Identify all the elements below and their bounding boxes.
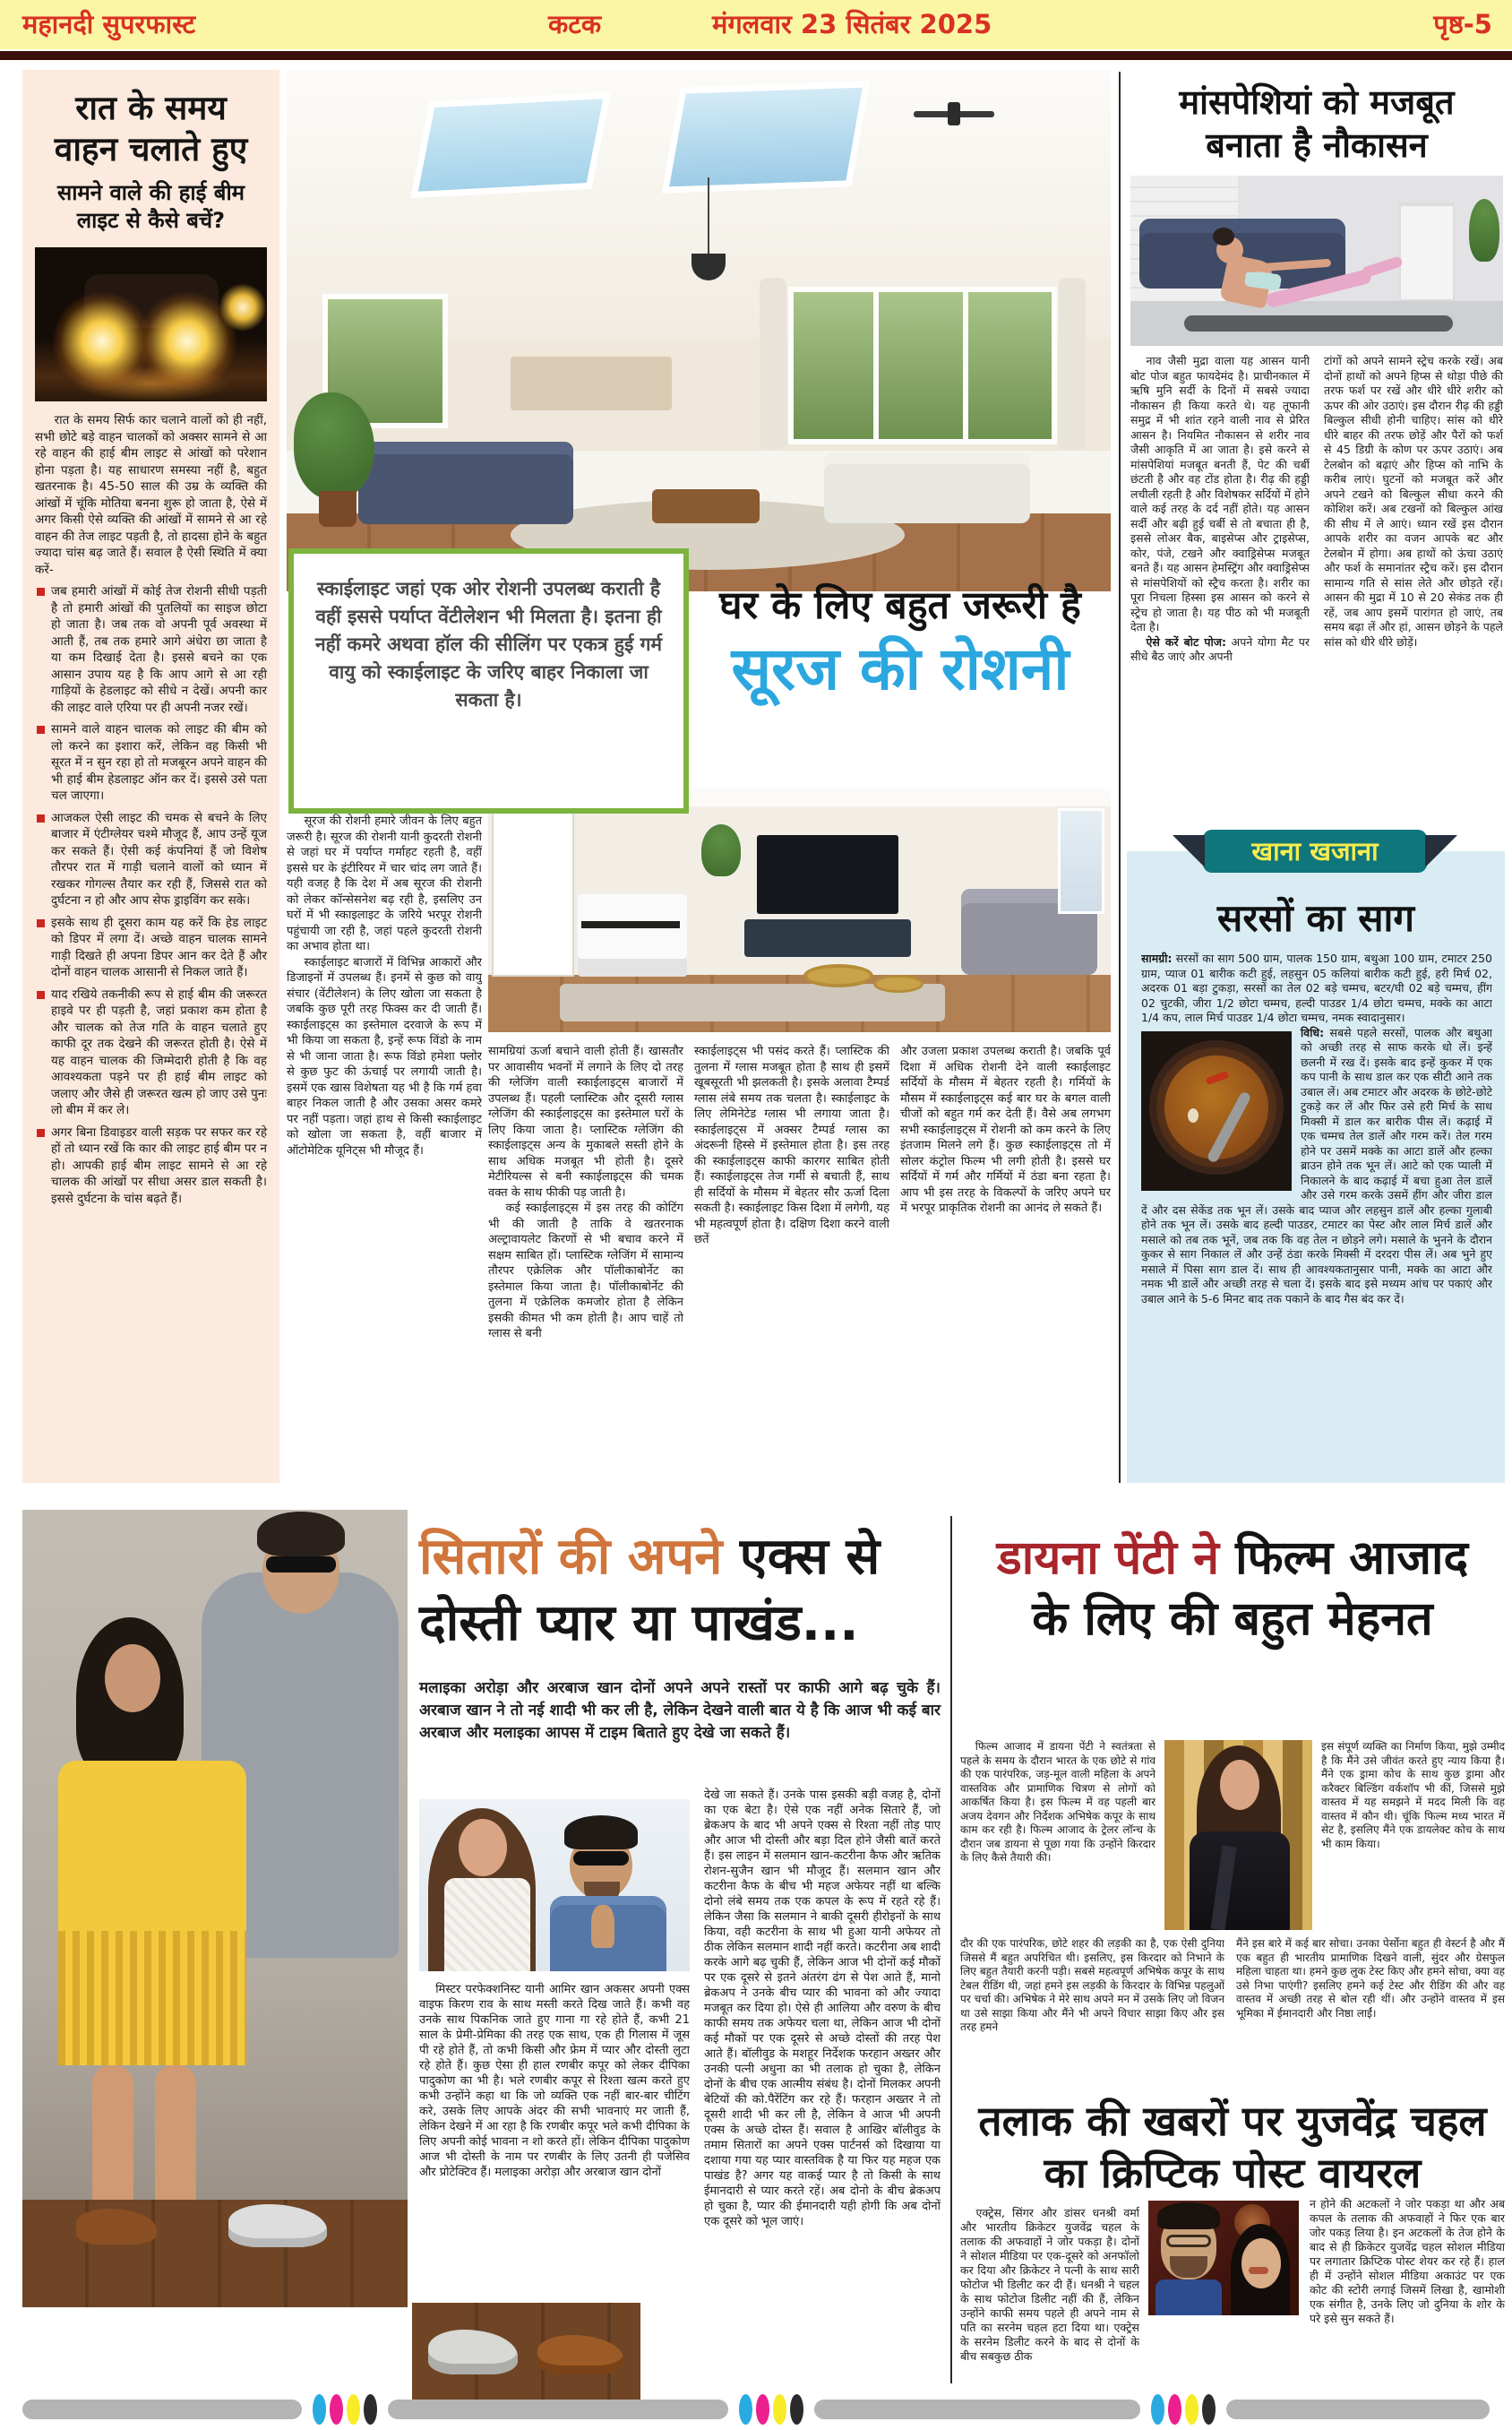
black-dot: [364, 2394, 377, 2425]
sunglasses-shape: [266, 1556, 336, 1573]
high-beam-bullet: [35, 583, 267, 716]
yoga-column-2: [1324, 354, 1503, 824]
feature-column-4: [900, 1044, 1111, 1487]
stars-headline-line1: [419, 1525, 943, 1590]
magenta-dot: [756, 2394, 769, 2425]
blue-shirt-shape: [1155, 2279, 1222, 2315]
high-beam-intro: रात के समय सिर्फ कार चलाने वालों को ही नहीं, सभी छोटे बड़े वाहन चालकों को अक्सर सामने से आ रहे वाहन की हाई बीम लाइट से आंखों को परेशान होना पड़ता है। यह साधारण समस्या नहीं है, बहुत खतरनाक है। 45-50 साल की उम्र के व्यक्ति की आंखों में चूंकि मोतिया बनना शुरू हो जाता है, ऐसे में अगर किसी ऐसे व्यक्ति की आंखों में सामने से आ रहे वाहन की तेज लाइट पड़ती है, तो हादसा होने के बहुत ज्यादा चांस बढ़ जाते हैं। सवाल है ऐसी स्थिति में क्या करें-: [35, 413, 267, 577]
piano-shape: [578, 894, 687, 977]
high-beam-subhead: सामने वाले की हाई बीम लाइट से कैसे बचें?: [56, 180, 245, 233]
living-room-tv-photo: [488, 788, 1111, 1032]
car-headlights-photo: [35, 247, 267, 401]
living-room-skylight-photo: [287, 70, 1111, 591]
ingredients-label: सामग्री:: [1141, 952, 1173, 965]
leg-shape: [155, 2065, 196, 2218]
chahal-right-area: [1148, 2197, 1505, 2385]
man-hair-shape: [257, 1512, 345, 1556]
feature-col2-p1: सामग्रियां ऊर्जा बचाने वाली होती हैं। खासतौर पर आवासीय भवनों में लगाने के लिए दो तरह की ग्लेजिंग वाली स्काईलाइट्स बाजारों में उपलब्ध हैं। पहली प्लास्टिक और दूसरी ग्लास ग्लेजिंग की स्काईलाइट्स का इस्तेमाल घरों के लिए किया जाता है। प्लास्टिक ग्लेजिंग की स्काईलाइट्स अन्य के मुकाबले सस्ती होने के साथ अधिक मजबूत भी होती है। दूसरे मेटीरियल्स से बनी स्काईलाइट्स की चमक वक्त के साथ फीकी पड़ जाती है।: [488, 1045, 683, 1200]
glasses-shape: [1166, 2235, 1211, 2247]
diana-headline-red: डायना पेंटी ने: [996, 1531, 1219, 1585]
pendant-cord: [708, 177, 709, 258]
stars-headline-black-inline: एक्स से: [722, 1528, 881, 1586]
chahal-col1-text: एक्ट्रेस, सिंगर और डांसर धनश्री वर्मा और भारतीय क्रिकेटर युजवेंद्र चहल के तलाक की अफवाहों ने जोर पकड़ा है। दोनों ने सोशल मीडिया पर एक-दूसरे को अनफॉलो कर दिया और क्रिकेटर ने पत्नी के साथ सारी फोटोज भी डिलीट कर दी हैं। धनश्री ने चहल के साथ फोटोज डिलीट नहीं की हैं, लेकिन उन्होंने काफी समय पहले ही अपने नाम से पति का सरनेम चहल हटा दिया था। एक्ट्रेस के सरनेम डिलीट करने के बाद से दोनों के बीच सबकुछ ठीक: [960, 2206, 1139, 2363]
high-beam-bullet: [35, 721, 267, 805]
chahal-col2-text: न होने की अटकलों ने जोर पकड़ा था और अब कपल के तलाक की अफवाहों ने फिर एक बार जोर पकड़ लिया है। इन अटकलों के तेज होने के बाद से ही क्रिकेटर युजवेंद्र चहल सोशल मीडिया पर लगातार क्रिप्टिक पोस्ट शेयर कर रहे हैं। हाल ही में उन्होंने सोशल मीडिया अकाउंट पर एक कोट की स्टोरी लगाई जिसमें लिखा है, खामोशी एक संगीत है, उनके लिए जो दुनिया के शोर के परे इसे सुन सकते हैं।: [1310, 2197, 1505, 2325]
masthead: [0, 0, 1512, 49]
namaste-hands-shape: [591, 1905, 614, 1948]
chahal-headline: [960, 2095, 1505, 2199]
diana-below-right: [1236, 1937, 1505, 2088]
feature-column-3: [694, 1044, 889, 1487]
cyan-dot: [1151, 2394, 1164, 2425]
recipe-title: सरसों का साग: [1216, 896, 1415, 940]
beard-shape: [1170, 2256, 1207, 2278]
door-mullion: [873, 287, 879, 444]
boat-pose-start: अपने योगा मैट पर सीधे बैठ जाएं और अपनी: [1130, 634, 1310, 663]
yellow-dot: [347, 2394, 360, 2425]
bullet-text: आजकल ऐसी लाइट की चमक से बचने के लिए बाजार में एंटीग्लेयर चश्मे मौजूद हैं, आप उन्हें यूज कर सकते हैं। ऐसी कई कंपनियां हैं जो विशेष तौरपर रात में गाड़ी चलाने वालों को ध्यान में रखकर गोगल्स तैयार कर रही हैं, जिससे रात को दुर्घटना न हो और आप सेफ ड्राइविंग कर सके।: [51, 810, 267, 908]
skylight-callout-box: [288, 548, 689, 814]
print-registration-row: [0, 2394, 1512, 2426]
diana-below-left: [960, 1937, 1224, 2088]
curtain-right-shape: [1059, 278, 1086, 450]
yoga-column-1: [1130, 354, 1310, 824]
coffee-table-shape: [652, 489, 760, 523]
dress-fringe-shape: [58, 1931, 246, 2065]
chahal-headline-line1: तलाक की खबरों पर युजवेंद्र चहल: [978, 2097, 1487, 2145]
bullet-text: याद रखिये तकनीकी रूप से हाई बीम की जरूरत हाइवे पर ही पड़ती है, जहां प्रकाश कम होता है और चालक को तेज गति के वाहन चलाते हुए काफी दूर तक देखने की जरूरत होती है। ऐसे में यह वाहन चालक की जिम्मेदारी होती है कि वह आवश्यकता पड़ने पर ही हाई बीम लाइट को जलाए और जैसे ही जरूरत खत्म हो जाए उसे पुनः लो बीम में कर ले।: [51, 987, 267, 1117]
door-mullion: [963, 287, 968, 444]
black-dot: [790, 2394, 803, 2425]
ceiling-fan-hub: [948, 102, 960, 125]
diana-below-left-text: दौर की एक पारंपरिक, छोटे शहर की लड़की का है, एक ऐसी दुनिया जिससे मैं बहुत अपरिचित थी। इसलिए, इस किरदार को निभाने के लिए बहुत तैयारी करनी पड़ी। सबसे महत्वपूर्ण अभिषेक कपूर के साथ टेबल रीडिंग थी, जहां हमने इस लड़की के किरदार के विभिन्न पहलुओं पर चर्चा की। अभिषेक ने मेरे साथ अपने मन में उसके लिए जो विजन था उसे साझा किया और मैंने भी अपने विचार साझा किए और इस तरह हमने: [960, 1937, 1224, 2033]
feature-col3-text: स्काईलाइट्स भी पसंद करते हैं। प्लास्टिक की तुलना में ग्लास मजबूत होता है साथ ही इसमें खूबसूरती भी झलकती है। इसके अलावा टैम्पर्ड ग्लास लंबे समय तक चलता है। स्काईलाइट के लिए लेमिनेटेड ग्लास भी लगाया जाता है। स्काईलाइट्स में अक्सर टैम्पर्ड ग्लास का अंदरूनी हिस्से में इस्तेमाल होता है। इस तरह की स्काईलाइट्स काफी कारगर साबित होती हैं। स्काईलाइट्स तेज गर्मी से बचाती हैं, साथ ही सर्दियों के मौसम में बेहतर सौर ऊर्जा दिला सकती है। स्काईलाइट किस दिशा में लगेगी, यह भी महत्वपूर्ण होता है। दक्षिण दिशा करने वाली छतें: [694, 1045, 889, 1246]
window-shape: [1058, 808, 1104, 914]
diana-column-1: [960, 1740, 1155, 1930]
registration-bar: [388, 2400, 728, 2419]
high-beam-headline-line2: वाहन चलाते हुए: [54, 130, 248, 168]
yoga-boat-pose-para: [1130, 635, 1310, 665]
salman-hair-shape: [564, 1815, 638, 1849]
vertical-divider-right-rail: [1119, 72, 1121, 1483]
garlic-shape: [1188, 1108, 1198, 1123]
katrina-face-shape: [459, 1819, 507, 1876]
registration-bar: [22, 2400, 302, 2419]
bullet-text: जब हमारी आंखों में कोई तेज रोशनी सीधी पड़ती है तो हमारी आंखों की पुतलियों का साइज छोटा हो जाता है। जब तक वो अपनी पूर्व अवस्था में आती हैं, तब तक हमारे आगे अंधेरा छा जाता है या कम दिखाई देता है। इससे बचने का एक आसान उपाय यह है कि आप आगे से आ रही गाड़ियों के हेडलाइट को सीधे न देखें। अपनी कार की लाइट वाले एरिया पर ही अपनी नजर रखें।: [51, 584, 267, 715]
stars-left-column: [419, 1982, 690, 2296]
feature-headline: [690, 581, 1111, 708]
navy-sofa-shape: [358, 442, 573, 524]
masthead-rule: [0, 51, 1512, 60]
high-beam-bullet: [35, 810, 267, 909]
stars-headline-orange: सितारों की अपने: [419, 1528, 723, 1586]
boat-pose-label: ऐसे करें बोट पोज:: [1146, 634, 1226, 649]
yoga-headline-line2: बनाता है नौकासन: [1206, 125, 1428, 165]
stars-headline: [419, 1525, 943, 1658]
feature-column-1: [287, 814, 482, 1486]
high-beam-headline-line1: रात के समय: [75, 89, 227, 127]
feature-col2-p2: कई स्काईलाइट्स में इस तरह की कोटिंग भी की जाती है ताकि वे खतरनाक अल्ट्रावायलेट किरणों से भी बचाव करने में सक्षम साबित हों। प्लास्टिक ग्लेजिंग में सामान्य तौरपर एक्रेलिक और पॉलीकाबोर्नेट का इस्तेमाल किया जाता है। पॉलीकाबोर्नेट की तुलना में एक्रेलिक कमजोर होता है लेकिन इसकी कीमत भी कम होती है। आप चाहें तो ग्लास से बनी: [488, 1202, 683, 1340]
masthead-date: मंगलवार 23 सितंबर 2025: [712, 9, 992, 39]
khana-khajana-badge: [1203, 830, 1427, 873]
feature-col4-text: और उजला प्रकाश उपलब्ध कराती है। जबकि पूर्व दिशा में अधिक रोशनी देने वाली स्काईलाइट सर्दियों के मौसम में बेहतर रहती है। गर्मियों के मौसम में स्काईलाइट्स कई बार घर के बगल वाली चीजों को बहुत गर्म कर देती हैं। वैसे अब लगभग सभी स्काईलाइट्स में रोशनी को कम करने के लिए इंतजाम मिलने लगे हैं। कुछ स्काईलाइट्स तो में सोलर कंट्रोल फिल्म भी लगी होती है। इससे घर सर्दियों में गर्म और गर्मियों में ठंडा बना रहता है। आप भी इस तरह के विकल्पों के जरिए अपने घर में भरपूर प्राकृतिक रोशनी का आनंद ले सकते हैं।: [900, 1045, 1111, 1215]
plant-shape: [701, 824, 741, 876]
badge-label: खाना खजाना: [1251, 836, 1379, 866]
yoga-col1-text: नाव जैसी मुद्रा वाला यह आसन यानी बोट पोज बहुत फायदेमंद है। प्राचीनकाल में ऋषि मुनि सर्दी के दिनों में सबसे ज्यादा नौकासन ही किया करते थे। यह तूफानी समुद्र में भी शांत रहने वाली नाव से प्रेरित आसन है। नियमित नौकासन से शरीर नाव जैसी आकृति में आ जाता है। इसे करने से मांसपेशियां मजबूत बनती हैं, पेट की चर्बी छंटती है और वह टोंड होता है। रीढ़ की हड्डी लचीली रहती है और विशेषकर सर्दियों में होने वाले कई तरह के दर्द नहीं होते। यह आसन सर्दी और बढ़ी हुई चर्बी से तो बचाता ही है, इससे लोअर बैक, बाइसेप्स और ट्राइसेप्स, कोर, पंजे, टखने और क्वाड्रिसेप्स मजबूत बनते हैं। यह आसन हेमस्ट्रिंग और क्वाड्रिसेप्स से मांसपेशियों को स्ट्रैच करता है। शरीर का पूरा निचला हिस्सा इस आसन को करने से स्ट्रेच हो जाता है। यह पीठ को भी मजबूती देता है।: [1130, 354, 1310, 633]
yellow-dot: [773, 2394, 786, 2425]
registration-bar: [814, 2400, 1140, 2419]
skylight-window-left: [410, 92, 611, 198]
diana-headline-line2: के लिए की बहुत मेहनत: [1032, 1592, 1433, 1646]
vertical-divider-bottom: [950, 1516, 952, 2383]
yoga-headline: [1129, 81, 1505, 167]
diana-penty-photo: [1164, 1740, 1312, 1930]
shoes-closeup-photo: [412, 2303, 640, 2400]
high-beam-bullet: [35, 987, 267, 1119]
french-doors-shape: [788, 287, 1057, 444]
black-saree-shape: [1190, 1831, 1290, 1930]
piano-keys-shape: [581, 921, 680, 928]
magenta-dot: [1168, 2394, 1181, 2425]
chahal-headline-line2: का क्रिप्टिक पोस्ट वायरल: [1044, 2149, 1422, 2197]
sarson-saag-photo: [1141, 1031, 1292, 1191]
chahal-dhanashree-selfie-photo: [1148, 2201, 1299, 2315]
bullet-text: अगर बिना डिवाइडर वाली सड़क पर सफर कर रहे हों तो ध्यान रखें कि कार की लाइट हाई बीम पर न हो। आपकी हाई बीम लाइट सामने से आ रहे चालक की आंखों पर सीधा असर डाल सकती है। इससे दुर्घटना के चांस बढ़ते हैं।: [51, 1125, 267, 1206]
wall-shelf-shape: [511, 357, 672, 410]
sneaker-shape: [428, 2330, 518, 2374]
sunglasses-shape: [573, 1851, 629, 1866]
magenta-dot: [330, 2394, 343, 2425]
headlight-glow-far: [219, 283, 267, 332]
diana-headline-line1: [960, 1529, 1505, 1588]
chahal-left-column: [960, 2206, 1139, 2385]
masthead-city: कटक: [548, 9, 602, 39]
feature-column-2: [488, 1044, 683, 1487]
diana-col1-text: फिल्म आजाद में डायना पेंटी ने स्वतंत्रता से पहले के समय के दौरान भारत के एक छोटे से गांव की एक पारंपरिक, जड़-मूल वाली महिला के अपने वास्तविक और प्रामाणिक चित्रण से लोगों को आकर्षित किया है। इस फिल्म में वह पहली बार अजय देवगन और निर्देशक अभिषेक कपूर के साथ काम कर रही है। फिल्म आजाद के ट्रेलर लॉन्च के दौरान जब डायना से पूछा गया कि उन्होंने किरदार के लिए कैसे तैयारी की।: [960, 1740, 1155, 1864]
road-reflection-shape: [71, 366, 232, 401]
method-text: सबसे पहले सरसों, पालक और बथुआ को अच्छी तरह से साफ करके धो लें। इन्हें छलनी में रख दें। इसके बाद इन्हें कुकर में एक कप पानी के साथ डाल कर एक सीटी आने तक उबाल लें। अब टमाटर और अदरक के छोटे-छोटे टुकड़े कर लें और फिर उसे हरी मिर्च के साथ मिक्सी में डाल कर बारीक पीस लें। कढ़ाई में एक चम्मच तेल डालें और गरम करें। तेल गरम होने पर उसमें मक्के का आटा डालें और हल्का ब्राउन होने तक भून लें। आटे को एक प्याली में निकालने के बाद कढ़ाई में बचा हुआ तेल डालें और उसे गरम करके उसमें हींग और जीरा डाल दें और दस सेकेंड तक भून लें। उसके बाद प्याज और लहसुन डालें और हल्का गुलाबी होने तक भून लें। उसके बाद हल्दी पाउडर, टमाटर का पेस्ट और लाल मिर्च डालें और मसाले को तब तक भूनें, जब तक कि वह तेल न छोड़ने लगे। मसाले के भुनने के दौरान कुकर से साग निकाल लें और उन्हें ठंडा करके मिक्सी में दरदरा पीस लें। अब भुने हुए मसाले में पिसा साग डाल दें। साथ ही आवश्यकतानुसार पानी, मक्के का आटा और नमक भी डालें और अच्छी तरह से चला दें। इसके बाद इसे मध्यम आंच पर पकाएं और उबाल आने के 5-6 मिनट बाद तक पकाने के बाद गैस बंद कर दें।: [1141, 1025, 1492, 1305]
gold-table-shape: [803, 964, 873, 987]
high-beam-headline: [22, 88, 279, 170]
bullet-text: इसके साथ ही दूसरा काम यह करें कि हेड लाइट को डिपर में लगा दें। अच्छे वाहन चालक सामने गाड़ी दिखते ही अपना डिपर आन कर देते हैं और दोनों वाहन चालक आसानी से निकल जाते हैं।: [51, 915, 267, 979]
registration-bar: [1226, 2400, 1490, 2419]
white-sofa-shape: [824, 453, 1030, 523]
chahal-hair-shape: [1157, 2202, 1220, 2229]
recipe-ingredients: [1141, 952, 1492, 1026]
cyan-dot: [739, 2394, 752, 2425]
stars-intro: मलाइका अरोड़ा और अरबाज खान दोनों अपने अपने रास्तों पर काफी आगे बढ़ चुके हैं। अरबाज खान ने तो नई शादी भी कर ली है, लेकिन देखने वाली बात ये है कि आज भी कई बार अरबाज और मलाइका आपस में टाइम बिताते हुए देखे जा सकते हैं।: [419, 1679, 941, 1742]
bookshelf-shape: [492, 810, 574, 977]
stars-right-column: [704, 1788, 941, 2401]
yoga-col2-text: टांगों को अपने सामने स्ट्रेच करके रखें। अब दोनों हाथों को अपने हिप्स से थोड़ा पीछे की तरफ फर्श पर रखें और धीरे धीरे शरीर को ऊपर की ओर उठाएं। इस दौरान रीढ़ की हड्डी बिल्कुल सीधी होनी चाहिए। सांस को धीरे धीरे बाहर की तरफ छोड़ें और पैरों को फर्श से 45 डिग्री के कोण पर ऊपर उठाएं। अब टेलबोन को बढ़ाएं और हिप्स को नाभि के करीब लाएं। घुटनों को मजबूत करें और अपने टखने को बिल्कुल सीधा करने की कोशिश करें। अब टखनों को बिल्कुल आंख की सीध में ले आएं। ध्यान रखें इस दौरान आपके शरीर का वजन आपके बट और टेलबोन में होगा। अब हाथों को ऊंचा उठाएं और फर्श के समानांतर स्ट्रैच करें। इस दौरान सामान्य गति से सांस लेते और छोड़ते रहें। आसन की मुद्रा में 10 से 20 सेकंड तक ही रहें, जब आप इसमें पारांगत हो जाएं, तब समय बढ़ा लें और हां, आसन छोड़ने के पहले सांस को धीरे धीरे छोड़ें।: [1324, 354, 1503, 649]
masthead-paper-title: महानदी सुपरफास्ट: [22, 9, 196, 39]
diana-col2-text: इस संपूर्ण व्यक्ति का निर्माण किया, मुझे उम्मीद है कि मैंने उसे जीवंत करते हुए न्याय किया है। मैंने एक ड्रामा कोच के साथ कुछ ड्रामा और करैक्टर बिल्डिंग वर्कशॉप भी कीं, जिससे मुझे वास्तव में यह समझने में मदद मिली कि वह वास्तव में कौन थी। चूंकि फिल्म मध्य भारत में सेट है, इसलिए मैंने एक डायलेक्ट कोच के साथ भी काम किया।: [1321, 1740, 1505, 1850]
yoga-mat-shape: [1184, 315, 1453, 332]
gold-table-small-shape: [873, 975, 924, 993]
feature-col1-p2: स्काईलाइट बाजारों में विभिन्न आकारों और डिजाइनों में उपलब्ध हैं। इनमें से कुछ को वायु संचार (वेंटीलेशन) के लिए खोला जा सकता है जबकि कुछ पूरी तरह फिक्स कर दी जाती हैं। स्काईलाइट्स का इस्तेमाल दरवाजे के रूप में भी किया जा सकता है, इन्हें रूफ विंडो के नाम से भी जाना जाता है। रूफ विंडो हमेशा फ्लोर से कुछ फुट की ऊंचाई पर लगायी जाती है। इसमें एक खास विशेषता यह भी है कि गर्म हवा बाहर निकल जाती है और उसका असर कमरे पर नहीं पड़ता। जहां हाथ से किसी स्काईलाइट को खोला जा सकता है, वहीं बाजार में ऑटोमेटिक यूनिट्स भी मौजूद हैं।: [287, 955, 482, 1158]
calves-shape: [1361, 255, 1403, 279]
black-dot: [1202, 2394, 1216, 2425]
diana-below-right-text: मैंने इस बारे में कई बार सोचा। उनका पेर्सोना बहुत ही वेस्टर्न है और मैं एक बहुत ही भारतीय प्रामाणिक दिखने वाली, सुंदर और ग्रेसफुल महिला चाहता था। हमने कुछ लुक टेस्ट किए और हमने सोचा, क्या वह उसे निभा पाएंगी? इसलिए हमने कई टेस्ट और रीडिंग की और वह वास्तव में अच्छी तरह से बोल रही थीं। और उन्होंने वास्तव में इस भूमिका में ईमानदारी और निष्ठा लाईं।: [1236, 1937, 1505, 2020]
skylight-window-right: [662, 81, 870, 193]
tv-console-shape: [744, 919, 911, 957]
feature-headline-blue: सूरज की रोशनी: [731, 634, 1070, 703]
white-lace-top-shape: [444, 1878, 530, 1971]
oxford-shoe-shape: [537, 2335, 623, 2374]
salman-katrina-photo: [419, 1799, 690, 1971]
plant-shape: [1469, 199, 1499, 262]
stars-right-col-text: देखे जा सकते हैं। उनके पास इसकी बड़ी वजह है, दोनों का एक बेटा है। ऐसे एक नहीं अनेक सितारे हैं, जो ब्रेकअप के बाद भी अपने एक्स से रिश्ता नहीं तोड़ पाए और आज भी दोस्ती और बड़ा दिल होने जैसी बातें करते हैं। इस लाइन में सलमान खान-कटरीना कैफ और ऋतिक रोशन-सुजैन खान भी मौजूद हैं। सलमान खान और कटरीना कैफ के बीच भी महज अफेयर नहीं था बल्कि दोनो लंबे समय तक एक कपल के रूप में रहते रहे हैं। लेकिन जैसा कि सलमान ने बाकी दूसरी हीरोइनों के साथ किया, वही कटरीना के साथ भी हुआ यानी अफेयर तो ठीक लेकिन सलमान शादी नहीं करते। कटरीना अब शादी करके आगे बढ़ चुकी हैं, लेकिन आज भी दोनों कई मौकों पर एक दूसरे से इतने अंतरंग ढंग से पेश आते हैं, मानो ब्रेकअप ने उनके बीच प्यार की भावना को और ज्यादा मजबूत कर दिया हो। ऐसे ही आलिया और वरुण के बीच काफी समय तक अफेयर चला था, लेकिन आज भी दोनों कई मौकों पर एक दूसरे से अच्छे दोस्तों की तरह पेश आते हैं। बॉलीवुड के मशहूर निर्देशक फरहान अख्तर और उनकी पत्नी अधुना का भी तलाक हो चुका है, लेकिन दोनों के बीच एक आत्मीय संबंध है। दोनों मिलकर अपनी बेटियों की को.पैरेंटिंग कर रहे हैं। फरहान अख्तर ने तो दूसरी शादी भी कर ली है, लेकिन वे आज भी अपनी एक्स के अच्छे दोस्त हैं। सवाल है आखिर बॉलीवुड के तमाम सितारों का अपने एक्स पार्टनर्स को दिखाया या दशाया गया यह प्यार वास्तविक है या फिर यह महज एक पाखंड है? अगर यह वाकई प्यार है तो किसी के साथ ईमानदारी से प्यार करते रहें। अब दोनो के बीच ब्रेकअप हो चुका है, प्यार की ईमानदारी यही होगी कि अब दोनों एक दूसरे को भूल जाएं।: [704, 1788, 941, 2228]
plant-shape: [294, 392, 374, 500]
stars-headline-line2: दोस्ती प्यार या पाखंड...: [419, 1594, 859, 1652]
boat-pose-photo: [1130, 176, 1503, 346]
ranbir-deepika-photo: [22, 1510, 408, 2307]
diana-headline: [960, 1529, 1505, 1650]
method-label: विधि:: [1301, 1025, 1325, 1039]
bullet-text: सामने वाले वाहन चालक को लाइट की बीम को लो करने का इशारा करें, लेकिन वह किसी भी सूरत में न सुन रहा हो तो मजबूरन अपने वाहन की भी हाई बीम हेडलाइट ऑन कर दें। इससे उसे पता चल जाएगा।: [51, 722, 267, 803]
callout-text: स्काईलाइट जहां एक ओर रोशनी उपलब्ध कराती है वहीं इससे पर्याप्त वेंटीलेशन भी मिलता है। इतना ही नहीं कमरे अथवा हॉल की सीलिंग पर एकत्र हुई गर्म वायु को स्काईलाइट के जरिए बाहर निकाला जा सकता है।: [314, 578, 663, 711]
shelf-shape: [1399, 202, 1455, 301]
recipe-body: [1141, 952, 1492, 1476]
diana-column-2: [1321, 1740, 1505, 1930]
curtain-left-shape: [760, 278, 786, 450]
plant-pot-shape: [319, 491, 357, 527]
article-high-beam: [22, 70, 279, 1483]
masthead-page-number: पृष्ठ-5: [1433, 9, 1492, 39]
smile-shape: [1249, 2267, 1268, 2274]
yellow-dot: [1185, 2394, 1198, 2425]
diana-face-shape: [1220, 1760, 1259, 1810]
dhanashree-face-shape: [1241, 2238, 1281, 2288]
woman-face-shape: [105, 1644, 160, 1712]
high-beam-bullet: [35, 915, 267, 981]
feature-headline-black: घर के लिए बहुत जरूरी है: [719, 583, 1081, 628]
ingredients-text: सरसों का साग 500 ग्राम, पालक 150 ग्राम, बथुआ 100 ग्राम, टमाटर 250 ग्राम, प्याज 01 बारीक कटी हुई, लहसुन 05 कलियां बारीक कटी हुई, हरी मिर्च 02, अदरक 01 बड़ा टुकड़ा, सरसों का तेल 02 बड़े चम्मच, बटर/घी 02 बड़े चम्मच, हींग 02 चुटकी, जीरा 1/2 छोटा चम्मच, हल्दी पाउडर 1/4 छोटा चम्मच, मक्के का आटा 1/4 कप, लाल मिर्च पाउडर 1/4 छोटा चम्मच, नमक स्वादानुसार।: [1141, 952, 1492, 1024]
cyan-dot: [313, 2394, 326, 2425]
hair-bun-shape: [1213, 228, 1234, 246]
tv-shape: [757, 835, 898, 914]
yoga-headline-line1: मांसपेशियां को मजबूत: [1179, 82, 1455, 122]
high-beam-bullet: [35, 1125, 267, 1208]
diana-headline-black: फिल्म आजाद: [1218, 1531, 1469, 1585]
stars-left-col-text: मिस्टर परफेक्शनिस्ट यानी आमिर खान अकसर अपनी एक्स वाइफ किरण राव के साथ मस्ती करते दिख जाते हैं। कभी वह उनके साथ पिकनिक जाते हुए गाना गा रहे होते हैं, कभी 21 साल के प्रेमी-प्रेमिका की तरह एक साथ, एक ही गिलास में जूस पी रहे होते हैं, तो कभी किसी और फ्रेम में प्यार और दोस्ती लुटा रहे होते हैं। कुछ ऐसा ही हाल रणबीर कपूर को लेकर दीपिका पादुकोण का भी है। भले रणबीर कपूर से रिश्ता खत्म करते हुए कभी उन्होंने कहा था कि जो व्यक्ति एक नहीं बार-बार चीटिंग करे, उसके लिए आपके अंदर की सभी भावनाएं मर जाती हैं, लेकिन देखने में आ रहा है कि रणबीर कपूर भले कभी दीपिका के लिए अपनी कोई भावना न शो करते हों। लेकिन दीपिका पादुकोण आज भी दोस्ती के नाम पर रणबीर के लिए उतनी ही पजेसिव और प्रोटेक्टिव हैं। मलाइका अरोड़ा और अरबाज खान दोनों: [419, 1983, 690, 2179]
feature-col1-p1: सूरज की रोशनी हमारे जीवन के लिए बहुत जरूरी है। सूरज की रोशनी यानी कुदरती रोशनी से जहां घर में पर्याप्त गर्माहट रहती है, वहीं इससे घर के इंटीरियर में चार चांद लग जाते हैं। यही वजह है कि देश में अब सूरज की रोशनी को लेकर कॉन्सेसनेश बढ़ रही है, इसलिए उन घरों में भी स्काइलाइट के जरिये भरपूर रोशनी पहुंचायी जा रही है, जहां पहले कुदरती रोशनी का अभाव होता था।: [287, 814, 482, 953]
